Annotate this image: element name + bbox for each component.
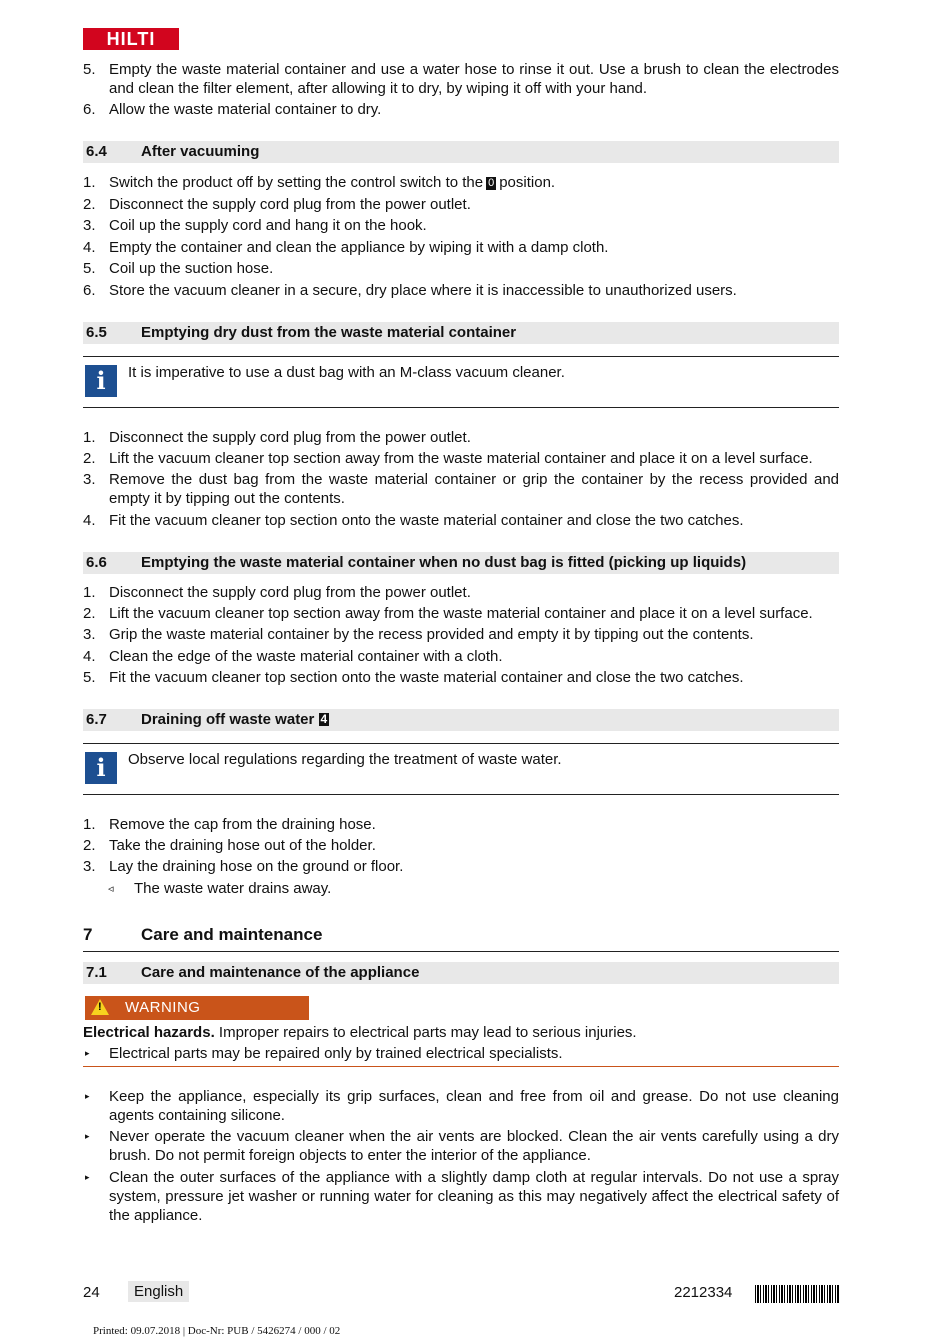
step-number: 3. (83, 626, 96, 643)
list-item (83, 857, 839, 876)
result-icon: ◃ (108, 883, 114, 895)
step-number: 3. (83, 217, 96, 234)
list-item (83, 836, 839, 855)
list-item (83, 668, 839, 687)
section-heading-6-7 (83, 709, 839, 731)
list-item (83, 583, 839, 602)
step-number: 1. (83, 174, 96, 191)
step-text: Remove the dust bag from the waste material container or grip the container by the recess provided and empty it by tipping out the contents. (109, 471, 839, 507)
list-item (83, 238, 839, 257)
result-text: The waste water drains away. (134, 880, 332, 897)
switch-position-key: 0 (488, 177, 495, 189)
section-number: 6.4 (86, 143, 107, 160)
section-number: 6.5 (86, 324, 107, 341)
step-text: Lift the vacuum cleaner top section away from the waste material container and place it on a level surface. (109, 450, 813, 467)
hilti-logo: HILTI (83, 28, 179, 50)
note-bottom-rule (83, 407, 839, 408)
step-number: 5. (83, 260, 96, 277)
list-item (83, 604, 839, 623)
exclamation-icon: ! (98, 1001, 102, 1013)
note-top-rule (83, 356, 839, 357)
chapter-number: 7 (83, 925, 93, 944)
bullet-icon: ▸ (85, 1172, 90, 1182)
step-text: Fit the vacuum cleaner top section onto the waste material container and close the two catches. (109, 669, 744, 686)
step-number: 3. (83, 858, 96, 875)
section-number: 6.6 (86, 554, 107, 571)
list-item: Clean the outer surfaces of the appliance with a slightly damp cloth at regular intervals. Do not use a spray system, pressure jet washer or running water for cleaning as this may negatively affect the electrical safety of the appliance. (109, 1169, 839, 1224)
list-item (83, 428, 839, 447)
list-item (83, 815, 839, 834)
bullet-icon: ▸ (85, 1048, 90, 1058)
step-text: Coil up the suction hose. (109, 260, 274, 277)
step-number: 5. (83, 61, 96, 78)
chapter-heading-7 (83, 925, 839, 952)
step-text: Coil up the supply cord and hang it on the hook. (109, 217, 427, 234)
document-code: 2212334 (674, 1284, 733, 1301)
bullet-icon: ▸ (85, 1131, 90, 1141)
warning-action: Electrical parts may be repaired only by trained electrical specialists. (109, 1045, 563, 1062)
step-text: Disconnect the supply cord plug from the power outlet. (109, 584, 471, 601)
step-number: 2. (83, 450, 96, 467)
step-number: 4. (83, 239, 96, 256)
section-title: Care and maintenance of the appliance (141, 964, 420, 981)
step-text: Allow the waste material container to dry. (109, 101, 382, 118)
step-text-part: position. (499, 174, 556, 191)
warning-rule (83, 1066, 839, 1067)
list-item: Never operate the vacuum cleaner when the air vents are blocked. Clean the air vents carefully using a dry brush. Do not permit foreign objects to enter the interior of the appliance. (109, 1128, 839, 1164)
warning-description: Improper repairs to electrical parts may lead to serious injuries. (218, 1024, 637, 1041)
step-number: 3. (83, 471, 96, 488)
language-label: English (128, 1281, 189, 1302)
step-text: Lay the draining hose on the ground or floor. (109, 858, 404, 875)
list-item (83, 259, 839, 278)
step-text: Store the vacuum cleaner in a secure, dry place where it is inaccessible to unauthorized users. (109, 282, 737, 299)
note-text: Observe local regulations regarding the treatment of waste water. (128, 751, 562, 768)
barcode (755, 1285, 839, 1303)
list-item (83, 60, 839, 98)
section-heading-6-4 (83, 141, 839, 163)
step-text: Take the draining hose out of the holder. (109, 837, 376, 854)
step-text: Grip the waste material container by the recess provided and empty it by tipping out the contents. (109, 626, 754, 643)
step-text: Fit the vacuum cleaner top section onto the waste material container and close the two catches. (109, 512, 744, 529)
list-item (83, 449, 839, 468)
section-title: After vacuuming (141, 143, 260, 160)
list-item (83, 647, 839, 666)
step-text: Disconnect the supply cord plug from the power outlet. (109, 429, 471, 446)
step-text-part: Switch the product off by setting the control switch to the (109, 174, 484, 191)
step-number: 5. (83, 669, 96, 686)
section-title-text: Draining off waste water (141, 711, 315, 728)
step-text: Lift the vacuum cleaner top section away from the waste material container and place it on a level surface. (109, 605, 813, 622)
list-item: Keep the appliance, especially its grip surfaces, clean and free from oil and grease. Do not use cleaning agents containing silicone. (109, 1088, 839, 1124)
step-number: 6. (83, 101, 96, 118)
print-info: Printed: 09.07.2018 | Doc-Nr: PUB / 5426274 / 000 / 02 (93, 1325, 341, 1337)
section-heading-7-1 (83, 962, 839, 984)
section-title: Emptying the waste material container when no dust bag is fitted (picking up liquids) (141, 554, 747, 571)
list-item (83, 216, 839, 235)
warning-heading: Electrical hazards. (83, 1024, 215, 1041)
list-item (83, 281, 839, 300)
page-number: 24 (83, 1284, 100, 1301)
step-number: 1. (83, 816, 96, 833)
list-item (83, 100, 839, 119)
step-text: Remove the cap from the draining hose. (109, 816, 376, 833)
step-text: Empty the container and clean the appliance by wiping it with a damp cloth. (109, 239, 609, 256)
step-number: 2. (83, 837, 96, 854)
list-item (83, 511, 839, 530)
step-number: 2. (83, 196, 96, 213)
note-text: It is imperative to use a dust bag with an M-class vacuum cleaner. (128, 364, 565, 381)
figure-reference: 4 (320, 712, 328, 726)
step-text: Clean the edge of the waste material container with a cloth. (109, 648, 503, 665)
warning-label: WARNING (125, 999, 201, 1016)
section-heading-6-5 (83, 322, 839, 344)
warning-text (83, 1023, 637, 1042)
step-text: Disconnect the supply cord plug from the power outlet. (109, 196, 471, 213)
section-title: Emptying dry dust from the waste material container (141, 324, 517, 341)
info-icon: i (85, 365, 117, 397)
section-title (141, 709, 329, 731)
section-heading-6-6 (83, 552, 839, 574)
list-item (83, 173, 839, 192)
step-text: Empty the waste material container and use a water hose to rinse it out. Use a brush to clean the electrodes and clean the filter element, after allowing it to dry, by wiping it off with your hand. (109, 61, 839, 97)
list-item (83, 195, 839, 214)
step-number: 2. (83, 605, 96, 622)
step-number: 1. (83, 429, 96, 446)
list-item (83, 625, 839, 644)
step-number: 1. (83, 584, 96, 601)
info-icon: i (85, 752, 117, 784)
step-number: 4. (83, 648, 96, 665)
list-item (83, 470, 839, 508)
step-number: 4. (83, 512, 96, 529)
bullet-icon: ▸ (85, 1091, 90, 1101)
warning-banner (85, 996, 309, 1020)
section-number: 6.7 (86, 711, 107, 728)
section-number: 7.1 (86, 964, 107, 981)
step-text (109, 173, 839, 192)
note-top-rule (83, 743, 839, 744)
chapter-title: Care and maintenance (141, 925, 323, 944)
step-number: 6. (83, 282, 96, 299)
note-bottom-rule (83, 794, 839, 795)
